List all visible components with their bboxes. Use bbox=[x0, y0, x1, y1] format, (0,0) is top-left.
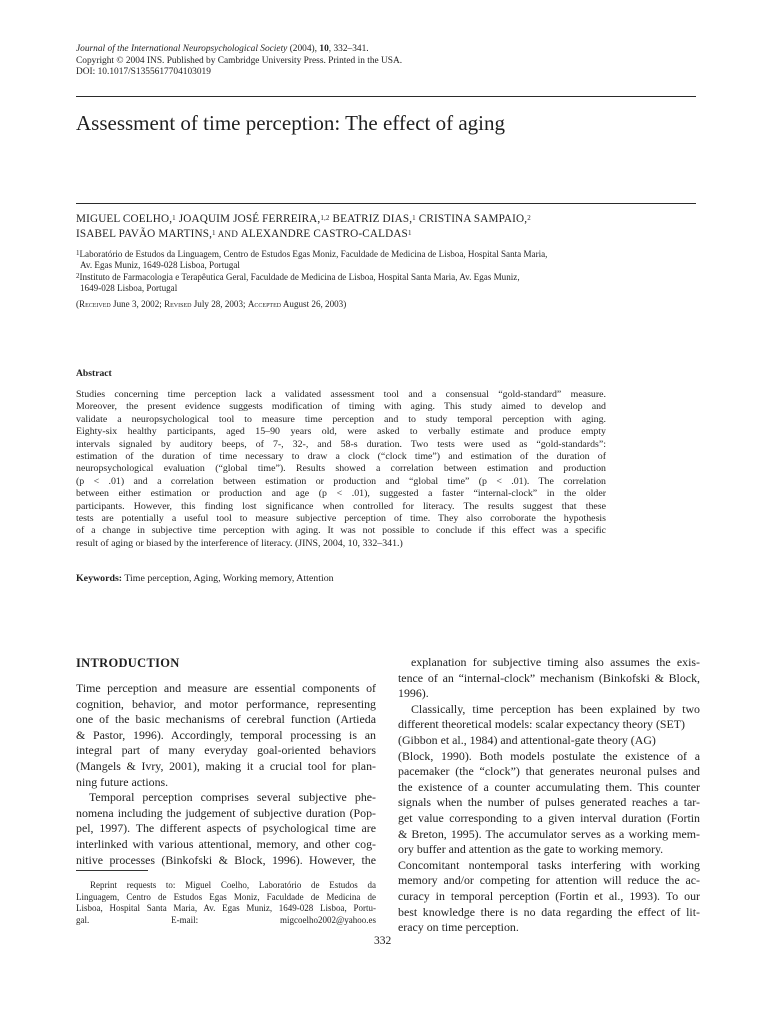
abstract-line: Studies concerning time perception lack a validated assessment tool and a consensual “gold-standard” measure. bbox=[76, 389, 606, 400]
abstract-line: estimation of the duration of time necessary to draw a clock (“clock time”) and estimation of the duration of bbox=[76, 451, 606, 463]
header-rule bbox=[76, 96, 696, 97]
body-text-line: get value corresponding to a given interval duration (Fortin bbox=[398, 810, 700, 825]
journal-header bbox=[76, 44, 636, 79]
introduction-heading: INTRODUCTION bbox=[76, 656, 180, 670]
body-text-line: integral part of many everyday goal-oriented behaviors bbox=[76, 743, 376, 758]
abstract-line: Moreover, the present evidence suggests modification of timing with aging. This study aimed to develop and bbox=[76, 401, 606, 413]
footnote-line: Lisboa, Hospital Santa Maria, Av. Egas Muniz, 1649-028 Lisboa, Portu- bbox=[76, 903, 376, 914]
abstract-line: between either estimation or production and age (p < .01), suggested a faster “internal-clock” in the older bbox=[76, 488, 606, 500]
received-date: June 3, 2002; bbox=[110, 299, 165, 309]
body-text-line: interlinked with various attentional, memory, and other cog- bbox=[76, 836, 376, 851]
author-affiliation-mark: 1 bbox=[407, 228, 412, 237]
body-text-line: explanation for subjective timing also assumes the exis- bbox=[411, 655, 700, 669]
affiliation-text: Laboratório de Estudos da Linguagem, Centro de Estudos Egas Moniz, Faculdade de Medicina de Lisboa, Hospital Santa Maria, bbox=[79, 249, 548, 259]
received-label: Received bbox=[79, 299, 111, 309]
abstract-line: result of aging or biased by the interference of literacy. (JINS, 2004, 10, 332–341.) bbox=[76, 537, 403, 549]
body-text-line: nomena including the judgement of subjective duration (Pop- bbox=[76, 805, 376, 820]
abstract-line: neuropsychological evaluation (“global time”). Results showed a correlation between estimation and production bbox=[76, 463, 606, 475]
body-text-line: ning future actions. bbox=[76, 774, 169, 789]
abstract-line: Eighty-six healthy participants, aged 15–90 years old, were asked to verbally estimate and produce empty bbox=[76, 426, 606, 438]
abstract-line: intervals signaled by auditory beeps, of 7-, 32-, and 58-s duration. Two tests were used as “gold-standards”: bbox=[76, 438, 606, 450]
author-conjunction: AND bbox=[215, 228, 241, 239]
body-text-line: (Mangels & Ivry, 2001), making it a crucial tool for plan- bbox=[76, 758, 376, 773]
body-text-line: Time perception and measure are essential components of bbox=[76, 681, 376, 695]
author-line-2 bbox=[76, 227, 696, 242]
abstract-line: (p < .01) and a correlation between estimation or production and “global time” (p < .01). The correlation bbox=[76, 475, 606, 487]
abstract-line: participants. However, this finding lost significance when controlled for literacy. The results suggest that these bbox=[76, 500, 606, 512]
abstract-line: validate a neuropsychological tool to measure time perception and to study temporal perception with aging. bbox=[76, 413, 606, 425]
body-column-left bbox=[76, 681, 376, 868]
body-text-line: cognition, behavior, and motor performance, representing bbox=[76, 696, 376, 711]
author-name: ISABEL PAVÃO MARTINS, bbox=[76, 227, 213, 240]
page-number: 332 bbox=[374, 935, 392, 947]
body-column-right bbox=[398, 655, 700, 936]
affiliations bbox=[76, 249, 696, 295]
affiliation-mark: 2 bbox=[76, 271, 80, 280]
footnote-line: Linguagem, Centro de Estudos Egas Moniz, Faculdade de Medicina de bbox=[76, 891, 376, 902]
author-affiliation-mark: 1 bbox=[172, 214, 176, 222]
received-open-paren: ( bbox=[76, 299, 80, 309]
author-affiliation-mark: 1 bbox=[412, 214, 416, 222]
author-name: BEATRIZ DIAS, bbox=[329, 213, 413, 225]
affiliation-mark: 1 bbox=[76, 249, 80, 257]
journal-volume: 10 bbox=[319, 44, 329, 54]
author-name: MIGUEL COELHO, bbox=[76, 213, 173, 225]
author-affiliation-mark: 1 bbox=[212, 228, 216, 237]
keywords bbox=[76, 573, 334, 585]
abstract-body bbox=[76, 389, 606, 550]
abstract-heading: Abstract bbox=[76, 368, 112, 379]
author-affiliation-mark: 1,2 bbox=[320, 214, 330, 222]
revised-date: July 28, 2003; bbox=[191, 299, 248, 309]
doi-line: DOI: 10.1017/S1355617704103019 bbox=[76, 67, 211, 78]
body-text-line: curacy in temporal perception (Fortin et al., 1993). To our bbox=[398, 888, 700, 903]
paper-title: Assessment of time perception: The effect of aging bbox=[76, 111, 506, 135]
received-dates bbox=[76, 299, 696, 310]
footnote-line: gal. E-mail: migcoelho2002@yahoo.es bbox=[76, 914, 376, 925]
author-name: CRISTINA SAMPAIO, bbox=[415, 213, 528, 225]
body-text-line: signals when the number of pulses generated reaches a tar- bbox=[398, 795, 700, 810]
keywords-text: Time perception, Aging, Working memory, Attention bbox=[122, 573, 334, 584]
body-text-line: Concomitant nontemporal tasks interfering with working bbox=[398, 857, 700, 872]
body-text-line: one of the basic mechanisms of cerebral function (Artieda bbox=[76, 712, 376, 727]
footnote bbox=[76, 880, 376, 926]
body-text-line: best knowledge there is no data regarding the effect of lit- bbox=[398, 904, 700, 919]
affiliation-1-line-1 bbox=[76, 249, 696, 260]
author-line-1 bbox=[76, 212, 696, 227]
abstract-line: of a change in subjective time perception with aging. It was not possible to conclude if this effect was a specific bbox=[76, 525, 606, 537]
journal-year: (2004), bbox=[287, 44, 320, 54]
body-text-line: the existence of a counter accumulating them. This counter bbox=[398, 779, 700, 794]
body-text-line: pel, 1997). The different aspects of psychological time are bbox=[76, 821, 376, 836]
revised-label: Revised bbox=[164, 299, 192, 309]
accepted-date: August 26, 2003) bbox=[281, 299, 347, 309]
body-text-line: (Block, 1990). Both models postulate the existence of a bbox=[398, 748, 700, 763]
body-text-line: & Pastor, 1996). Accordingly, temporal processing is an bbox=[76, 727, 376, 742]
affiliation-2-line-1 bbox=[76, 272, 696, 283]
journal-pages: , 332–341. bbox=[328, 44, 369, 54]
author-name: ALEXANDRE CASTRO-CALDAS bbox=[240, 227, 408, 240]
copyright-line: Copyright © 2004 INS. Published by Cambridge University Press. Printed in the USA. bbox=[76, 55, 403, 66]
body-text-line: (Gibbon et al., 1984) and attentional-gate theory (AG) bbox=[398, 732, 656, 747]
author-affiliation-mark: 2 bbox=[527, 214, 531, 222]
journal-citation bbox=[76, 44, 636, 56]
journal-name: Journal of the International Neuropsychological Society bbox=[76, 44, 288, 54]
body-text-line: different theoretical models: scalar expectancy theory (SET) bbox=[398, 717, 686, 732]
body-text-line: tence of an “internal-clock” mechanism (Binkofski & Block, bbox=[398, 670, 700, 685]
body-text-line: Classically, time perception has been explained by two bbox=[411, 701, 700, 716]
affiliation-2-line-2: 1649-028 Lisboa, Portugal bbox=[80, 283, 178, 294]
affiliation-text: Instituto de Farmacologia e Terapêutica Geral, Faculdade de Medicina de Lisboa, Hospital Santa Maria, Av. Egas Muniz, bbox=[79, 271, 520, 282]
body-text-line: Temporal perception comprises several subjective phe- bbox=[89, 790, 376, 805]
body-text-line: 1996). bbox=[398, 686, 429, 701]
author-name: JOAQUIM JOSÉ FERREIRA, bbox=[175, 213, 321, 225]
accepted-label: Accepted bbox=[247, 299, 282, 309]
footnote-line: Reprint requests to: Miguel Coelho, Laboratório de Estudos da bbox=[90, 880, 376, 890]
body-text-line: eracy on time perception. bbox=[398, 920, 519, 935]
author-list bbox=[76, 212, 696, 241]
body-text-line: ory buffer and attention as the gate to working memory. bbox=[398, 842, 664, 857]
body-text-line: & Breton, 1995). The accumulator serves as a working mem- bbox=[398, 826, 700, 841]
body-text-line: nitive processes (Binkofski & Block, 1996). However, the bbox=[76, 852, 376, 867]
keywords-label: Keywords: bbox=[76, 573, 123, 584]
body-text-line: memory and/or competing for attention will reduce the ac- bbox=[398, 873, 700, 888]
body-text-line: pacemaker (the “clock”) that generates neuronal pulses and bbox=[398, 764, 700, 779]
title-rule bbox=[76, 203, 696, 204]
affiliation-1-line-2: Av. Egas Muniz, 1649-028 Lisboa, Portugal bbox=[80, 260, 240, 271]
abstract-line: tests are potentially a useful tool to measure subjective perception of time. They also corroborate the hypothesis bbox=[76, 513, 606, 525]
footnote-rule bbox=[76, 870, 148, 871]
